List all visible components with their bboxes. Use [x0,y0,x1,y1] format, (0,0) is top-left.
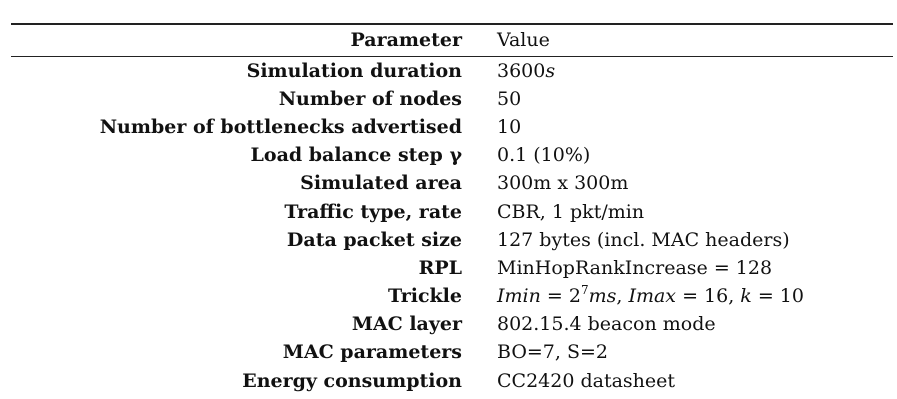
row-parameter: Simulation duration [246,59,462,82]
trickle-eq3: = 10 [751,285,804,308]
parameter-table [11,23,893,395]
trickle-imax: Imax [628,285,677,308]
table-row [11,57,893,85]
trickle-eq2: = 16, [676,285,741,308]
table-row [11,339,893,367]
table-row [11,85,893,113]
table-row [11,311,893,339]
trickle-imin: Imin [497,285,541,308]
row-value: BO=7, S=2 [497,341,609,364]
value-number: 3600 [497,59,546,82]
trickle-sep: , [616,285,629,308]
table-row [11,113,893,141]
row-value: 300m x 300m [497,172,629,195]
row-parameter: MAC layer [351,313,462,336]
row-parameter: Number of nodes [278,87,462,110]
table-row [11,226,893,254]
row-value: MinHopRankIncrease = 128 [497,256,773,279]
row-value: 50 [497,87,522,110]
table-row [11,254,893,282]
row-value: 0.1 (10%) [497,144,591,167]
header-value: Value [497,29,550,51]
table-row [11,142,893,170]
header-parameter: Parameter [350,29,462,51]
table-row [11,283,893,311]
row-value: CBR, 1 pkt/min [497,200,645,223]
row-parameter: Data packet size [286,228,462,251]
row-parameter: Simulated area [300,172,462,195]
row-value: CC2420 datasheet [497,369,676,392]
row-parameter: Load balance step γ [250,144,462,167]
row-value: 127 bytes (incl. MAC headers) [497,228,790,251]
trickle-exponent: 7 [580,283,589,298]
row-parameter: Energy consumption [242,369,462,392]
row-parameter: RPL [418,256,462,279]
row-parameter: MAC parameters [282,341,462,364]
table-header-row [11,25,893,56]
value-unit: s [545,59,556,82]
trickle-k: k [740,285,752,308]
table-row [11,198,893,226]
row-parameter: Traffic type, rate [284,200,462,223]
row-parameter: Trickle [387,285,462,308]
row-parameter: Number of bottlenecks advertised [99,115,462,138]
table-row [11,170,893,198]
row-value [462,59,556,82]
table-row [11,367,893,395]
row-value: 802.15.4 beacon mode [497,313,716,336]
trickle-ms: ms [588,285,617,308]
row-value [462,283,804,308]
row-value: 10 [497,115,522,138]
trickle-eq1: = 2 [540,285,581,308]
